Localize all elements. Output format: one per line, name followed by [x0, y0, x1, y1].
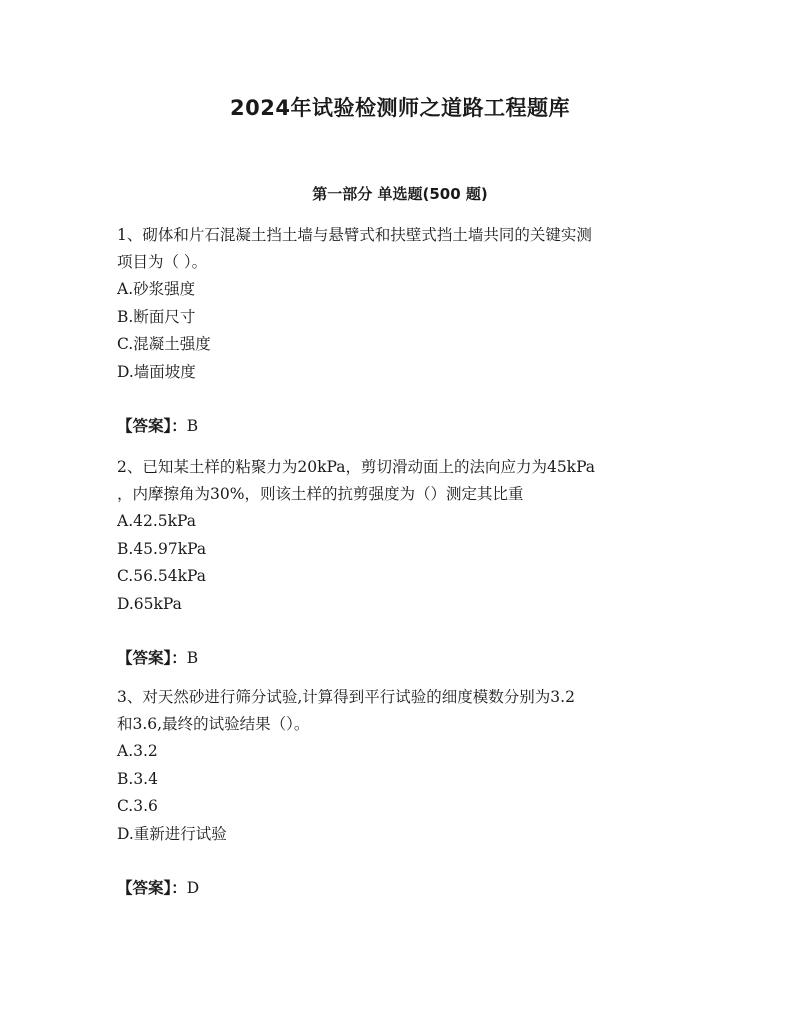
answer-separator: ： [171, 649, 187, 667]
answer-value: B [186, 649, 199, 667]
question-1-answer [117, 413, 198, 440]
question-3-answer [117, 875, 199, 902]
question-1-option-b: B.断面尺寸 [117, 307, 196, 326]
answer-separator: ： [171, 879, 187, 897]
question-3-text-line-1: 3、对天然砂进行筛分试验,计算得到平行试验的细度模数分别为3.2 [117, 688, 575, 706]
question-3-option-a: A.3.2 [117, 742, 158, 760]
question-3-option-b: B.3.4 [117, 769, 158, 788]
question-3-option-d: D.重新进行试验 [117, 824, 227, 843]
question-1 [117, 222, 677, 386]
question-1-option-d: D.墙面坡度 [117, 362, 196, 381]
answer-separator: ： [171, 417, 187, 435]
question-2 [117, 454, 677, 618]
question-1-option-c: C.混凝土强度 [117, 335, 211, 353]
answer-label: 【答案】 [117, 417, 172, 435]
question-2-option-c: C.56.54kPa [117, 567, 206, 585]
question-2-option-a: A.42.5kPa [117, 512, 196, 530]
answer-label: 【答案】 [117, 879, 172, 897]
answer-value: B [186, 417, 199, 435]
question-2-option-d: D.65kPa [117, 594, 182, 613]
question-2-option-b: B.45.97kPa [117, 539, 207, 558]
document-title: 2024年试验检测师之道路工程题库 [230, 96, 570, 120]
question-1-text-line-2: 项目为（ ）。 [117, 253, 208, 271]
question-2-answer [117, 645, 198, 672]
section-title: 第一部分 单选题(500 题) [312, 185, 488, 203]
question-3-text-line-2: 和3.6,最终的试验结果（）。 [117, 715, 310, 733]
question-3-option-c: C.3.6 [117, 797, 158, 815]
question-1-text-line-1: 1、砌体和片石混凝土挡土墙与悬臂式和扶壁式挡土墙共同的关键实测 [117, 226, 592, 244]
answer-label: 【答案】 [117, 649, 172, 667]
question-2-text-line-1: 2、已知某土样的粘聚力为20kPa，剪切滑动面上的法向应力为45kPa [117, 458, 596, 476]
question-2-text-line-2: ，内摩擦角为30%，则该土样的抗剪强度为（）测定其比重 [117, 485, 524, 503]
question-1-option-a: A.砂浆强度 [117, 280, 196, 298]
answer-value: D [186, 879, 200, 897]
question-3 [117, 684, 677, 848]
